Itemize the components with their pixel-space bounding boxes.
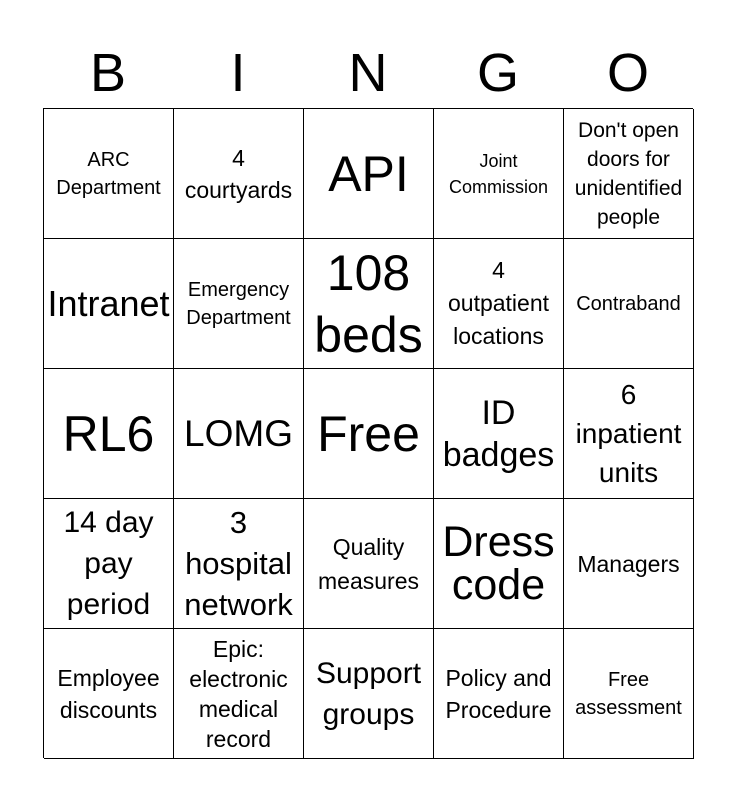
bingo-cell[interactable] xyxy=(174,109,304,239)
bingo-cell[interactable] xyxy=(44,109,174,239)
bingo-cell[interactable] xyxy=(434,499,564,629)
cell-text: 4 outpatient locations xyxy=(447,257,550,349)
cell-text: Employee discounts xyxy=(57,664,160,723)
bingo-cell[interactable] xyxy=(434,629,564,759)
cell-text: 4 courtyards xyxy=(184,144,293,203)
cell-text: 3 hospital network xyxy=(184,505,293,622)
cell-text: Free xyxy=(317,405,420,462)
bingo-cell[interactable] xyxy=(564,499,694,629)
bingo-cell[interactable] xyxy=(434,109,564,239)
bingo-cell[interactable] xyxy=(304,109,434,239)
bingo-grid xyxy=(43,108,693,758)
bingo-cell[interactable] xyxy=(304,629,434,759)
header-letter-i: I xyxy=(230,43,246,103)
cell-text: Quality measures xyxy=(318,533,419,594)
bingo-cell[interactable] xyxy=(44,239,174,369)
cell-text: Intranet xyxy=(47,282,170,324)
bingo-cell[interactable] xyxy=(174,369,304,499)
header-letter-g: G xyxy=(476,43,519,103)
cell-text: Emergency Department xyxy=(186,278,291,329)
bingo-cell[interactable] xyxy=(44,629,174,759)
cell-text: ARC Department xyxy=(56,148,161,199)
bingo-cell[interactable] xyxy=(564,629,694,759)
bingo-cell[interactable] xyxy=(564,369,694,499)
bingo-cell[interactable] xyxy=(564,109,694,239)
cell-text: API xyxy=(328,145,409,202)
cell-text: LOMG xyxy=(184,412,293,454)
cell-text: Joint Commission xyxy=(448,150,549,197)
header-letter-n: N xyxy=(348,43,388,103)
cell-text: RL6 xyxy=(62,405,155,462)
bingo-cell[interactable] xyxy=(174,499,304,629)
bingo-cell[interactable] xyxy=(174,629,304,759)
bingo-cell[interactable] xyxy=(434,239,564,369)
cell-text: ID badges xyxy=(442,393,555,474)
bingo-cell[interactable] xyxy=(564,239,694,369)
bingo-cell[interactable] xyxy=(174,239,304,369)
cell-text: 108 beds xyxy=(314,244,423,363)
cell-text: Don't open doors for unidentified people xyxy=(574,118,683,229)
cell-text: 6 inpatient units xyxy=(575,379,682,488)
bingo-header xyxy=(43,40,693,106)
cell-text: Dress code xyxy=(442,517,555,609)
cell-text: 14 day pay period xyxy=(63,506,154,621)
cell-text: Support groups xyxy=(315,656,422,731)
bingo-cell[interactable] xyxy=(304,499,434,629)
cell-text: Free assessment xyxy=(575,668,682,719)
cell-text: Epic: electronic medical record xyxy=(189,635,288,752)
bingo-cell[interactable] xyxy=(304,239,434,369)
bingo-cell[interactable] xyxy=(44,499,174,629)
header-letter-o: O xyxy=(606,43,649,103)
bingo-cell[interactable] xyxy=(44,369,174,499)
cell-text: Contraband xyxy=(576,292,681,315)
header-letter-b: B xyxy=(89,43,127,103)
bingo-cell[interactable] xyxy=(304,369,434,499)
bingo-cell[interactable] xyxy=(434,369,564,499)
cell-text: Policy and Procedure xyxy=(445,664,552,723)
cell-text: Managers xyxy=(577,550,680,577)
